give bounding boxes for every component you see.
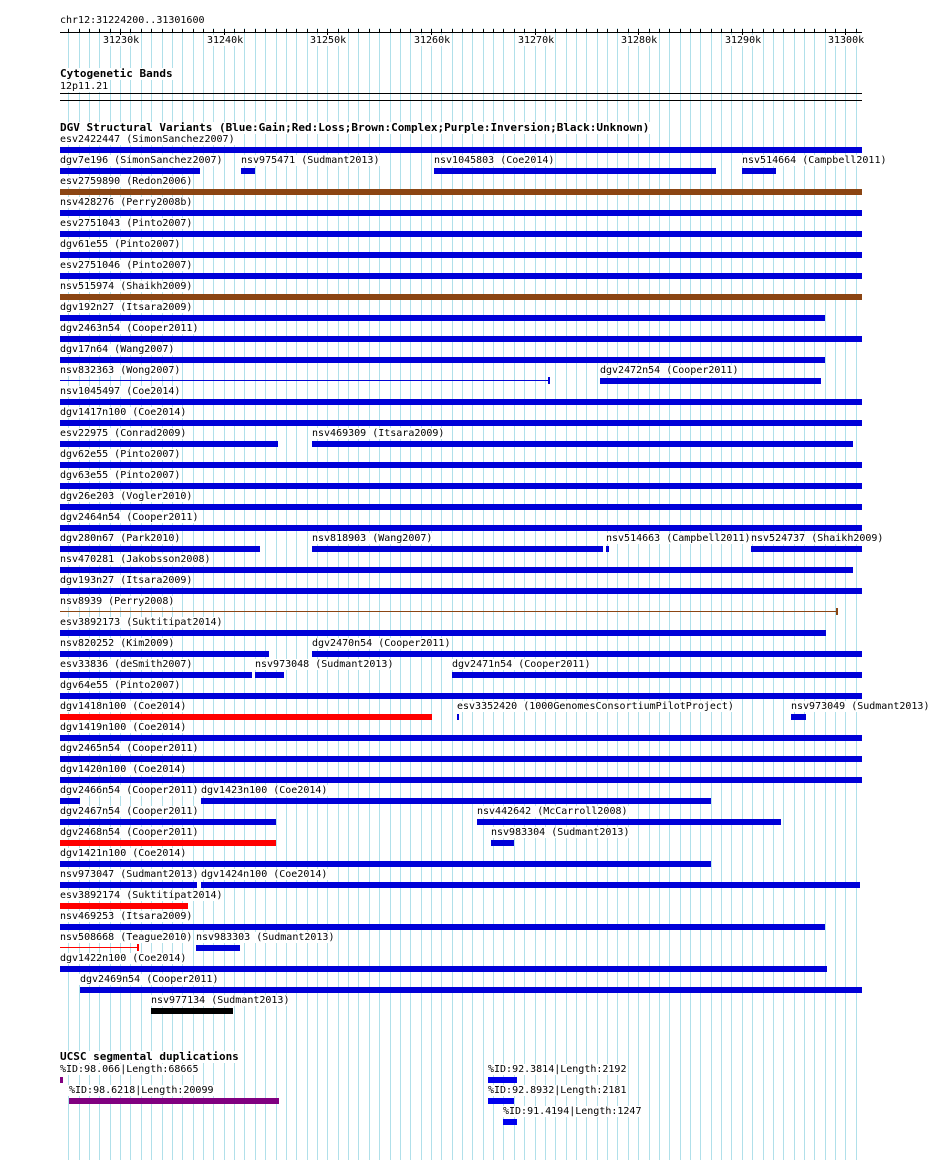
- ruler-tick: [348, 29, 349, 33]
- ruler-tick: [773, 29, 774, 33]
- ruler-tick: [659, 29, 660, 33]
- variant-label[interactable]: dgv280n67 (Park2010): [60, 533, 181, 544]
- segdup-label[interactable]: %ID:92.8932|Length:2181: [488, 1085, 627, 1096]
- variant-bar[interactable]: [491, 840, 514, 846]
- variant-bar[interactable]: [60, 798, 80, 804]
- ruler-tick: [472, 29, 473, 33]
- dgv-track-title: DGV Structural Variants (Blue:Gain;Red:Loss;Brown:Complex;Purple:Inversion;Black:Unknown): [60, 121, 650, 134]
- ruler-tick: [680, 29, 681, 33]
- ruler-tick: [783, 29, 784, 33]
- variant-label[interactable]: dgv2467n54 (Cooper2011): [60, 806, 199, 817]
- variant-bar[interactable]: [60, 462, 862, 468]
- segdup-track-title: UCSC segmental duplications: [60, 1050, 239, 1063]
- variant-bar[interactable]: [600, 378, 821, 384]
- variant-bar[interactable]: [201, 798, 711, 804]
- variant-bar[interactable]: [60, 525, 862, 531]
- variant-bar[interactable]: [60, 336, 862, 342]
- segdup-label[interactable]: %ID:92.3814|Length:2192: [488, 1064, 627, 1075]
- ruler-tick: [213, 29, 214, 33]
- variant-label[interactable]: nsv514664 (Campbell2011): [742, 155, 887, 166]
- ruler-tick: [369, 29, 370, 33]
- ruler-tick-label: 31260k: [414, 35, 451, 46]
- variant-label[interactable]: nsv1045803 (Coe2014): [434, 155, 555, 166]
- ruler-tick: [234, 29, 235, 33]
- variant-label[interactable]: nsv515974 (Shaikh2009): [60, 281, 193, 292]
- variant-label[interactable]: dgv2465n54 (Cooper2011): [60, 743, 199, 754]
- ruler-tick: [503, 29, 504, 33]
- ruler-tick: [441, 29, 442, 33]
- variant-bar[interactable]: [241, 168, 255, 174]
- ruler-tick: [804, 29, 805, 33]
- variant-label[interactable]: nsv469309 (Itsara2009): [312, 428, 445, 439]
- ruler-tick: [524, 29, 525, 33]
- variant-bar[interactable]: [60, 819, 276, 825]
- variant-bar[interactable]: [477, 819, 781, 825]
- ruler-tick: [162, 29, 163, 33]
- cytoband-label: 12p11.21: [60, 81, 109, 92]
- variant-bar[interactable]: [60, 483, 862, 489]
- ruler-tick: [794, 29, 795, 33]
- ruler-tick: [452, 29, 453, 33]
- ruler-tick: [462, 29, 463, 33]
- ruler-tick: [649, 29, 650, 33]
- variant-label[interactable]: dgv1420n100 (Coe2014): [60, 764, 187, 775]
- ruler-tick-label: 31300k: [828, 35, 865, 46]
- ruler-tick: [555, 29, 556, 33]
- ruler-tick: [410, 29, 411, 33]
- variant-bar[interactable]: [606, 546, 609, 552]
- variant-label[interactable]: dgv61e55 (Pinto2007): [60, 239, 181, 250]
- ruler-tick: [276, 29, 277, 33]
- variant-label[interactable]: nsv977134 (Sudmant2013): [151, 995, 290, 1006]
- ruler-tick: [752, 29, 753, 33]
- variant-bar[interactable]: [312, 441, 853, 447]
- ruler-tick: [379, 29, 380, 33]
- segdup-bar[interactable]: [60, 1077, 63, 1083]
- variant-bar[interactable]: [434, 168, 716, 174]
- variant-bar[interactable]: [60, 840, 276, 846]
- variant-bar[interactable]: [60, 441, 278, 447]
- variant-label[interactable]: nsv818903 (Wang2007): [312, 533, 433, 544]
- ruler-tick: [700, 29, 701, 33]
- variant-label[interactable]: esv2759890 (Redon2006): [60, 176, 193, 187]
- ruler-tick-label: 31270k: [518, 35, 555, 46]
- ruler-tick: [358, 29, 359, 33]
- variant-bar[interactable]: [60, 189, 862, 195]
- cytoband-line-bottom: [60, 100, 862, 101]
- ruler-tick: [814, 29, 815, 33]
- ruler-tick: [690, 29, 691, 33]
- ruler-tick: [711, 29, 712, 33]
- variant-bar[interactable]: [60, 380, 549, 381]
- variant-bar[interactable]: [751, 546, 862, 552]
- ruler-tick: [203, 29, 204, 33]
- variant-label[interactable]: nsv820252 (Kim2009): [60, 638, 175, 649]
- variant-label[interactable]: nsv975471 (Sudmant2013): [241, 155, 380, 166]
- variant-label[interactable]: nsv524737 (Shaikh2009): [751, 533, 884, 544]
- ruler-tick: [576, 29, 577, 33]
- variant-bar[interactable]: [60, 168, 200, 174]
- variant-bar[interactable]: [60, 357, 825, 363]
- ruler-tick: [514, 29, 515, 33]
- variant-bar[interactable]: [60, 420, 862, 426]
- ruler-tick: [130, 29, 131, 33]
- variant-label[interactable]: dgv2468n54 (Cooper2011): [60, 827, 199, 838]
- ruler-tick: [721, 29, 722, 33]
- variant-bar[interactable]: [60, 882, 197, 888]
- ruler-tick: [99, 29, 100, 33]
- segdup-bar[interactable]: [503, 1119, 517, 1125]
- variant-bar[interactable]: [312, 546, 603, 552]
- variant-label[interactable]: dgv1421n100 (Coe2014): [60, 848, 187, 859]
- variant-bar[interactable]: [60, 315, 825, 321]
- ruler-tick-label: 31280k: [621, 35, 658, 46]
- variant-bar[interactable]: [791, 714, 806, 720]
- variant-label[interactable]: dgv64e55 (Pinto2007): [60, 680, 181, 691]
- variant-bar[interactable]: [60, 735, 862, 741]
- variant-label[interactable]: nsv1045497 (Coe2014): [60, 386, 181, 397]
- variant-label[interactable]: esv22975 (Conrad2009): [60, 428, 187, 439]
- variant-bar-end: [548, 377, 550, 384]
- variant-label[interactable]: nsv973047 (Sudmant2013): [60, 869, 199, 880]
- variant-label[interactable]: dgv26e203 (Vogler2010): [60, 491, 193, 502]
- variant-label[interactable]: dgv17n64 (Wang2007): [60, 344, 175, 355]
- variant-label[interactable]: dgv1424n100 (Coe2014): [201, 869, 328, 880]
- variant-label[interactable]: dgv193n27 (Itsara2009): [60, 575, 193, 586]
- variant-bar[interactable]: [196, 945, 240, 951]
- variant-bar[interactable]: [151, 1008, 233, 1014]
- ruler-tick: [255, 29, 256, 33]
- variant-bar[interactable]: [60, 294, 862, 300]
- locus-label: chr12:31224200..31301600: [60, 15, 205, 26]
- variant-label[interactable]: esv3892174 (Suktitipat2014): [60, 890, 223, 901]
- ruler-tick: [763, 29, 764, 33]
- ruler-tick: [172, 29, 173, 33]
- variant-bar[interactable]: [60, 966, 827, 972]
- variant-label[interactable]: esv3892173 (Suktitipat2014): [60, 617, 223, 628]
- variant-label[interactable]: dgv2466n54 (Cooper2011): [60, 785, 199, 796]
- variant-label[interactable]: dgv2463n54 (Cooper2011): [60, 323, 199, 334]
- variant-bar[interactable]: [60, 714, 432, 720]
- variant-label[interactable]: dgv1418n100 (Coe2014): [60, 701, 187, 712]
- variant-label[interactable]: esv2751043 (Pinto2007): [60, 218, 193, 229]
- ruler-tick: [68, 29, 69, 33]
- ruler-tick: [286, 29, 287, 33]
- segdup-label[interactable]: %ID:98.066|Length:68665: [60, 1064, 199, 1075]
- variant-bar[interactable]: [60, 546, 260, 552]
- variant-bar[interactable]: [742, 168, 776, 174]
- variant-label[interactable]: nsv508668 (Teague2010): [60, 932, 193, 943]
- variant-label[interactable]: dgv2464n54 (Cooper2011): [60, 512, 199, 523]
- variant-label[interactable]: nsv983303 (Sudmant2013): [196, 932, 335, 943]
- ruler-tick: [607, 29, 608, 33]
- variant-bar[interactable]: [201, 882, 860, 888]
- ruler-tick: [566, 29, 567, 33]
- cytoband-line-top: [60, 93, 862, 94]
- variant-bar[interactable]: [60, 231, 862, 237]
- variant-bar[interactable]: [60, 947, 138, 948]
- variant-label[interactable]: dgv63e55 (Pinto2007): [60, 470, 181, 481]
- variant-bar-end: [137, 944, 139, 951]
- variant-bar[interactable]: [60, 588, 862, 594]
- ruler-tick: [400, 29, 401, 33]
- ruler-tick: [265, 29, 266, 33]
- variant-label[interactable]: dgv2469n54 (Cooper2011): [80, 974, 219, 985]
- variant-bar[interactable]: [60, 672, 252, 678]
- ruler-tick: [390, 29, 391, 33]
- variant-bar[interactable]: [60, 777, 862, 783]
- variant-label[interactable]: dgv62e55 (Pinto2007): [60, 449, 181, 460]
- variant-bar[interactable]: [60, 567, 853, 573]
- variant-bar[interactable]: [60, 861, 711, 867]
- variant-label[interactable]: nsv983304 (Sudmant2013): [491, 827, 630, 838]
- variant-bar[interactable]: [60, 611, 837, 612]
- variant-label[interactable]: esv2422447 (SimonSanchez2007): [60, 134, 235, 145]
- ruler-tick: [151, 29, 152, 33]
- segdup-bar[interactable]: [488, 1098, 514, 1104]
- ruler-tick: [856, 29, 857, 33]
- variant-bar[interactable]: [60, 210, 862, 216]
- ruler-tick: [182, 29, 183, 33]
- ruler-tick: [669, 29, 670, 33]
- ruler-tick: [493, 29, 494, 33]
- ruler-tick: [731, 29, 732, 33]
- ruler-tick: [296, 29, 297, 33]
- ruler-tick-label: 31250k: [310, 35, 347, 46]
- variant-bar[interactable]: [60, 756, 862, 762]
- variant-label[interactable]: dgv7e196 (SimonSanchez2007): [60, 155, 223, 166]
- ruler-tick: [421, 29, 422, 33]
- variant-label[interactable]: nsv470281 (Jakobsson2008): [60, 554, 211, 565]
- ruler-tick: [110, 29, 111, 33]
- ruler-tick: [835, 29, 836, 33]
- variant-label[interactable]: dgv1419n100 (Coe2014): [60, 722, 187, 733]
- variant-bar[interactable]: [60, 273, 862, 279]
- variant-label[interactable]: nsv442642 (McCarroll2008): [477, 806, 628, 817]
- ruler-tick: [244, 29, 245, 33]
- ruler-tick: [317, 29, 318, 33]
- variant-label[interactable]: dgv2472n54 (Cooper2011): [600, 365, 739, 376]
- ruler-tick: [89, 29, 90, 33]
- variant-bar[interactable]: [60, 651, 269, 657]
- ruler-tick-label: 31230k: [103, 35, 140, 46]
- ruler-tick: [141, 29, 142, 33]
- ruler-tick: [628, 29, 629, 33]
- variant-label[interactable]: dgv1423n100 (Coe2014): [201, 785, 328, 796]
- ruler-tick: [597, 29, 598, 33]
- variant-bar[interactable]: [60, 399, 862, 405]
- variant-label[interactable]: esv33836 (deSmith2007): [60, 659, 193, 670]
- variant-label[interactable]: dgv192n27 (Itsara2009): [60, 302, 193, 313]
- variant-bar[interactable]: [457, 714, 459, 720]
- variant-label[interactable]: nsv832363 (Wong2007): [60, 365, 181, 376]
- ruler-tick: [193, 29, 194, 33]
- segdup-bar[interactable]: [69, 1098, 279, 1104]
- variant-label[interactable]: nsv973048 (Sudmant2013): [255, 659, 394, 670]
- ruler-tick: [617, 29, 618, 33]
- variant-bar[interactable]: [80, 987, 862, 993]
- variant-bar[interactable]: [60, 924, 825, 930]
- ruler-tick: [307, 29, 308, 33]
- ruler-tick-label: 31290k: [725, 35, 762, 46]
- variant-bar[interactable]: [60, 252, 862, 258]
- variant-bar[interactable]: [312, 651, 862, 657]
- ruler-tick: [586, 29, 587, 33]
- variant-label[interactable]: esv2751046 (Pinto2007): [60, 260, 193, 271]
- ruler-tick: [338, 29, 339, 33]
- variant-bar[interactable]: [452, 672, 862, 678]
- variant-label[interactable]: nsv428276 (Perry2008b): [60, 197, 193, 208]
- ruler-tick: [545, 29, 546, 33]
- variant-bar[interactable]: [60, 147, 862, 153]
- variant-label[interactable]: dgv2470n54 (Cooper2011): [312, 638, 451, 649]
- variant-bar-end: [836, 608, 838, 615]
- variant-label[interactable]: esv3352420 (1000GenomesConsortiumPilotProject): [457, 701, 734, 712]
- variant-bar[interactable]: [255, 672, 284, 678]
- ruler-tick-label: 31240k: [207, 35, 244, 46]
- segdup-bar[interactable]: [488, 1077, 517, 1083]
- variant-label[interactable]: nsv514663 (Campbell2011): [606, 533, 751, 544]
- variant-label[interactable]: nsv469253 (Itsara2009): [60, 911, 193, 922]
- cytobands-title: Cytogenetic Bands: [60, 67, 173, 80]
- ruler-tick: [483, 29, 484, 33]
- ruler-tick: [79, 29, 80, 33]
- variant-bar[interactable]: [60, 504, 862, 510]
- variant-label[interactable]: nsv973049 (Sudmant2013): [791, 701, 930, 712]
- variant-label[interactable]: dgv1422n100 (Coe2014): [60, 953, 187, 964]
- variant-bar[interactable]: [60, 693, 862, 699]
- segdup-label[interactable]: %ID:98.6218|Length:20099: [69, 1085, 214, 1096]
- variant-label[interactable]: dgv1417n100 (Coe2014): [60, 407, 187, 418]
- variant-label[interactable]: nsv8939 (Perry2008): [60, 596, 175, 607]
- segdup-label[interactable]: %ID:91.4194|Length:1247: [503, 1106, 642, 1117]
- variant-bar[interactable]: [60, 630, 826, 636]
- variant-label[interactable]: dgv2471n54 (Cooper2011): [452, 659, 591, 670]
- variant-bar[interactable]: [60, 903, 188, 909]
- ruler-tick: [825, 29, 826, 33]
